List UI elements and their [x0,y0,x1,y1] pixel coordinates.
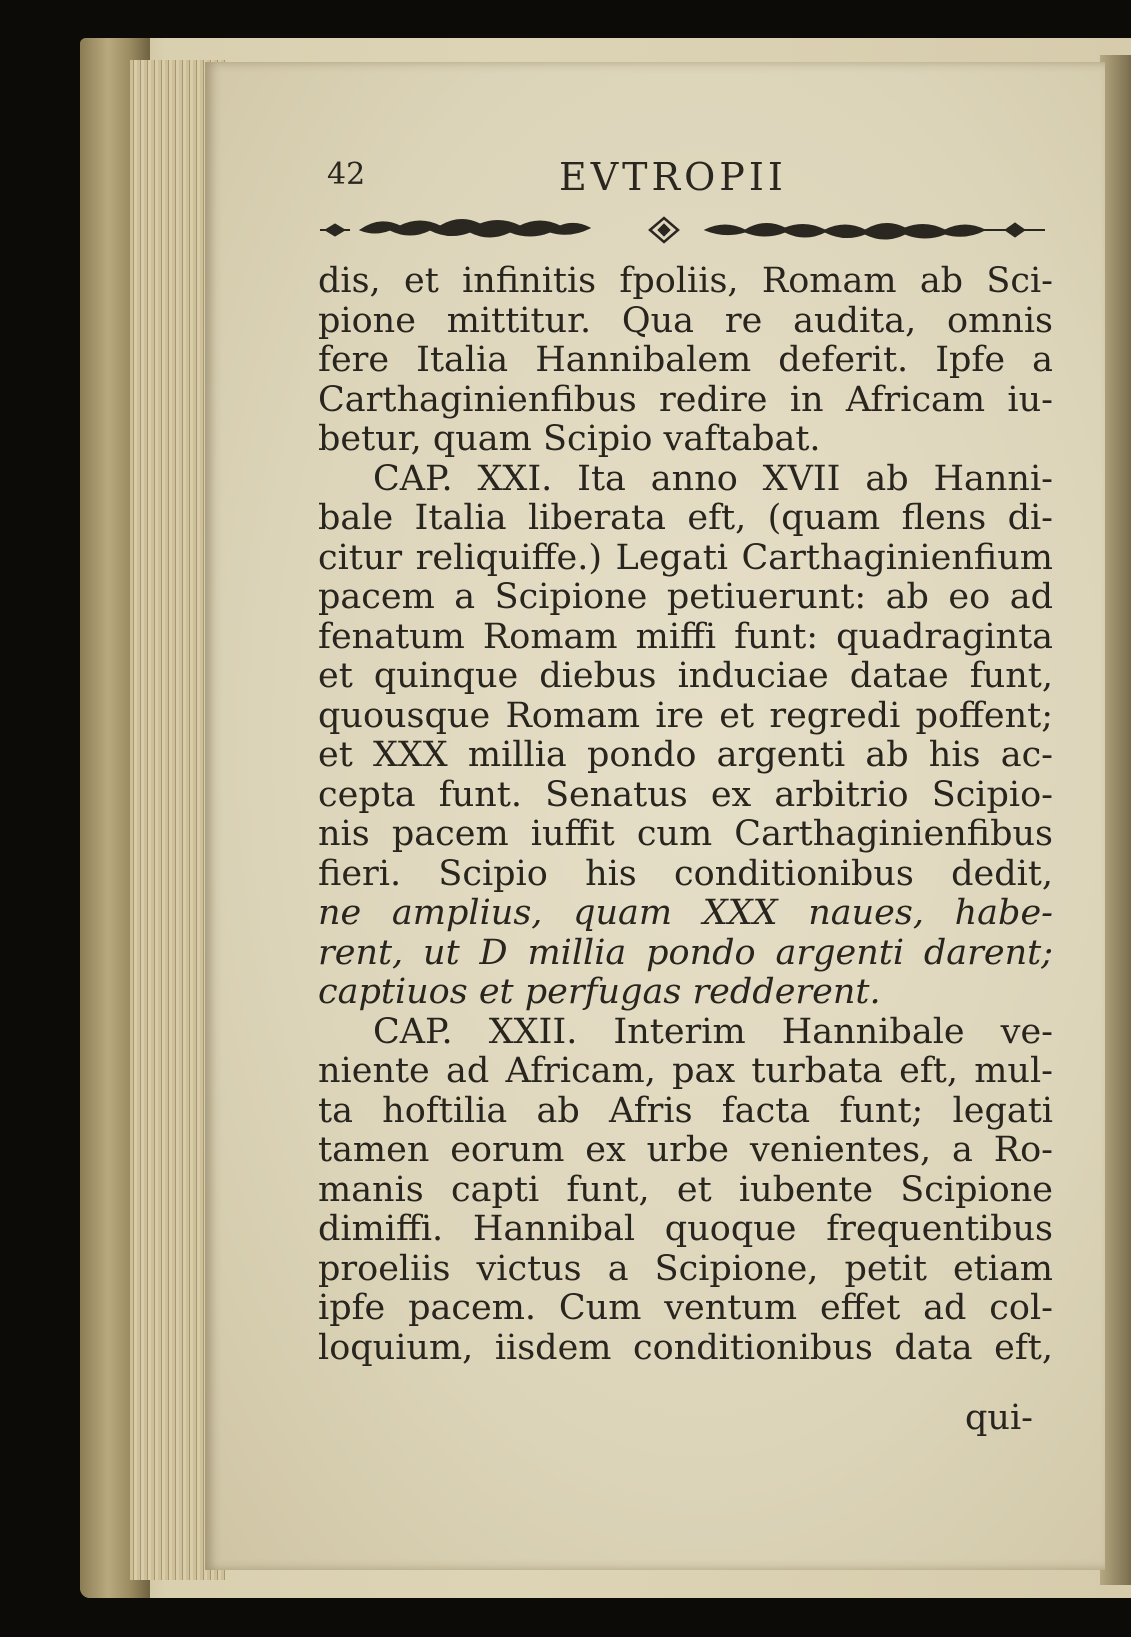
text-line: quousque Romam ire et regredi poffent; [318,695,1053,736]
page-number: 42 [327,157,366,192]
text-line: pione mittitur. Qua re audita, omnis [318,300,1053,341]
text-line: CAP. XXII. Interim Hannibale ve- [373,1011,1053,1052]
text-line: Carthaginienfibus redire in Africam iu- [318,379,1053,420]
text-line: et XXX millia pondo argenti ab his ac- [318,735,1053,775]
ornament-rule-icon [320,212,1050,248]
text-line: rent, ut D millia pondo argenti darent; [318,932,1053,973]
text-line: captiuos et perfugas redderent. [318,972,881,1012]
text-line: ne amplius, quam XXX naues, habe- [318,893,1053,933]
text-line: dimiffi. Hannibal quoque frequentibus [318,1209,1053,1249]
text-line: ta hoftilia ab Afris facta funt; legati [318,1090,1053,1131]
text-line: cepta funt. Senatus ex arbitrio Scipio- [318,774,1053,815]
text-line: loquium, iisdem conditionibus data eft, [318,1327,1053,1368]
text-line: nis pacem iuffit cum Carthaginienfibus [318,814,1053,854]
page-header [322,155,1012,200]
running-head: EVTROPII [559,155,787,199]
text-line: fenatum Romam miffi funt: quadraginta [318,616,1053,657]
text-line: niente ad Africam, pax turbata eft, mul- [318,1051,1053,1091]
page-body-text [318,262,1053,1368]
text-line: CAP. XXI. Ita anno XVII ab Hanni- [373,458,1053,499]
text-line: citur reliquiffe.) Legati Carthaginienfium [318,537,1053,578]
text-line: dis, et infinitis fpoliis, Romam ab Sci- [318,261,1053,301]
text-line: fere Italia Hannibalem deferit. Ipfe a [318,340,1053,380]
text-line: fieri. Scipio his conditionibus dedit, [318,853,1053,894]
text-line: betur, quam Scipio vaftabat. [318,419,821,459]
text-line: manis capti funt, et iubente Scipione [318,1169,1053,1210]
text-line: ipfe pacem. Cum ventum effet ad col- [318,1288,1053,1328]
text-line: pacem a Scipione petiuerunt: ab eo ad [318,577,1053,617]
text-line: proeliis victus a Scipione, petit etiam [318,1248,1053,1289]
text-line: et quinque diebus induciae datae funt, [318,656,1053,696]
text-line: tamen eorum ex urbe venientes, a Ro- [318,1130,1053,1170]
catchword: qui- [965,1398,1033,1438]
text-line: bale Italia liberata eft, (quam flens di- [318,498,1053,538]
